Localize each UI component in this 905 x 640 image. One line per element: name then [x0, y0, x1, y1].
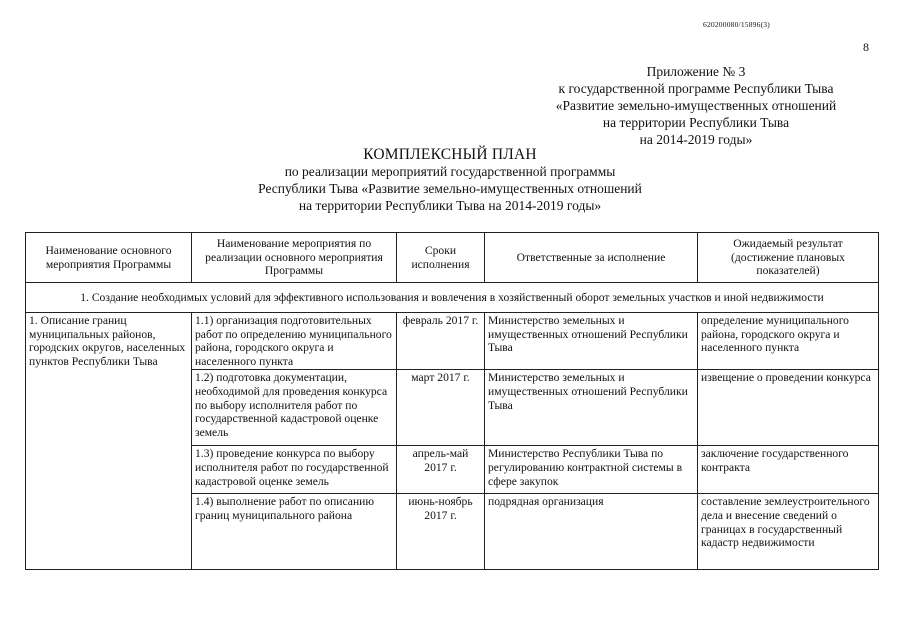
result-cell: извещение о проведении конкурса [698, 370, 879, 446]
result-cell: определение муниципального района, городского округа и населенного пункта [698, 313, 879, 370]
activity-cell: 1.2) подготовка документации, необходимой для проведения конкурса по выбору исполнителя работ по государственной кадастровой оценке земель [192, 370, 397, 446]
plan-title [120, 146, 780, 214]
result-cell: составление землеустроительного дела и внесение сведений о границах в государственный кадастр недвижимости [698, 494, 879, 570]
header-result: Ожидаемый результат (достижение плановых показателей) [698, 233, 879, 283]
appendix-line-1: Приложение № 3 [646, 64, 746, 79]
header-term: Сроки исполнения [397, 233, 485, 283]
appendix-line-2: к государственной программе Республики Тыва [558, 81, 834, 96]
activity-cell: 1.3) проведение конкурса по выбору исполнителя работ по государственной кадастровой оценке земель [192, 446, 397, 494]
page-number: 8 [863, 40, 869, 54]
responsible-cell: Министерство земельных и имущественных отношений Республики Тыва [485, 370, 698, 446]
responsible-cell: Министерство земельных и имущественных отношений Республики Тыва [485, 313, 698, 370]
activity-cell: 1.1) организация подготовительных работ по определению муниципального района, городского округа и населенного пункта [192, 313, 397, 370]
header-main-activity: Наименование основного мероприятия Программы [26, 233, 192, 283]
appendix-line-4: на территории Республики Тыва [602, 115, 790, 130]
header-responsible: Ответственные за исполнение [485, 233, 698, 283]
appendix-line-5: на 2014-2019 годы» [639, 132, 753, 147]
plan-title-line-4: на территории Республики Тыва на 2014-2019 годы» [298, 198, 602, 213]
responsible-cell: подрядная организация [485, 494, 698, 570]
main-activity-cell: 1. Описание границ муниципальных районов, городских округов, населенных пунктов Республики Тыва [26, 313, 192, 570]
plan-title-main: КОМПЛЕКСНЫЙ ПЛАН [363, 146, 537, 163]
section-row [26, 283, 879, 313]
header-activity: Наименование мероприятия по реализации основного мероприятия Программы [192, 233, 397, 283]
term-cell: февраль 2017 г. [397, 313, 485, 370]
result-cell: заключение государственного контракта [698, 446, 879, 494]
term-cell: апрель-май 2017 г. [397, 446, 485, 494]
document-code: 620200080/15896(3) [703, 20, 770, 29]
appendix-line-3: «Развитие земельно-имущественных отношений [555, 98, 837, 113]
plan-table [25, 232, 879, 570]
responsible-cell: Министерство Республики Тыва по регулированию контрактной системы в сфере закупок [485, 446, 698, 494]
table-header-row [26, 233, 879, 283]
plan-title-line-2: по реализации мероприятий государственной программы [284, 164, 616, 179]
table-row [26, 313, 879, 370]
term-cell: март 2017 г. [397, 370, 485, 446]
term-cell: июнь-ноябрь 2017 г. [397, 494, 485, 570]
activity-cell: 1.4) выполнение работ по описанию границ муниципального района [192, 494, 397, 570]
plan-title-line-3: Республики Тыва «Развитие земельно-имущественных отношений [258, 181, 642, 196]
section-title: 1. Создание необходимых условий для эффективного использования и вовлечения в хозяйственный оборот земельных участков и иной недвижимости [26, 283, 879, 313]
appendix-header [527, 63, 865, 148]
